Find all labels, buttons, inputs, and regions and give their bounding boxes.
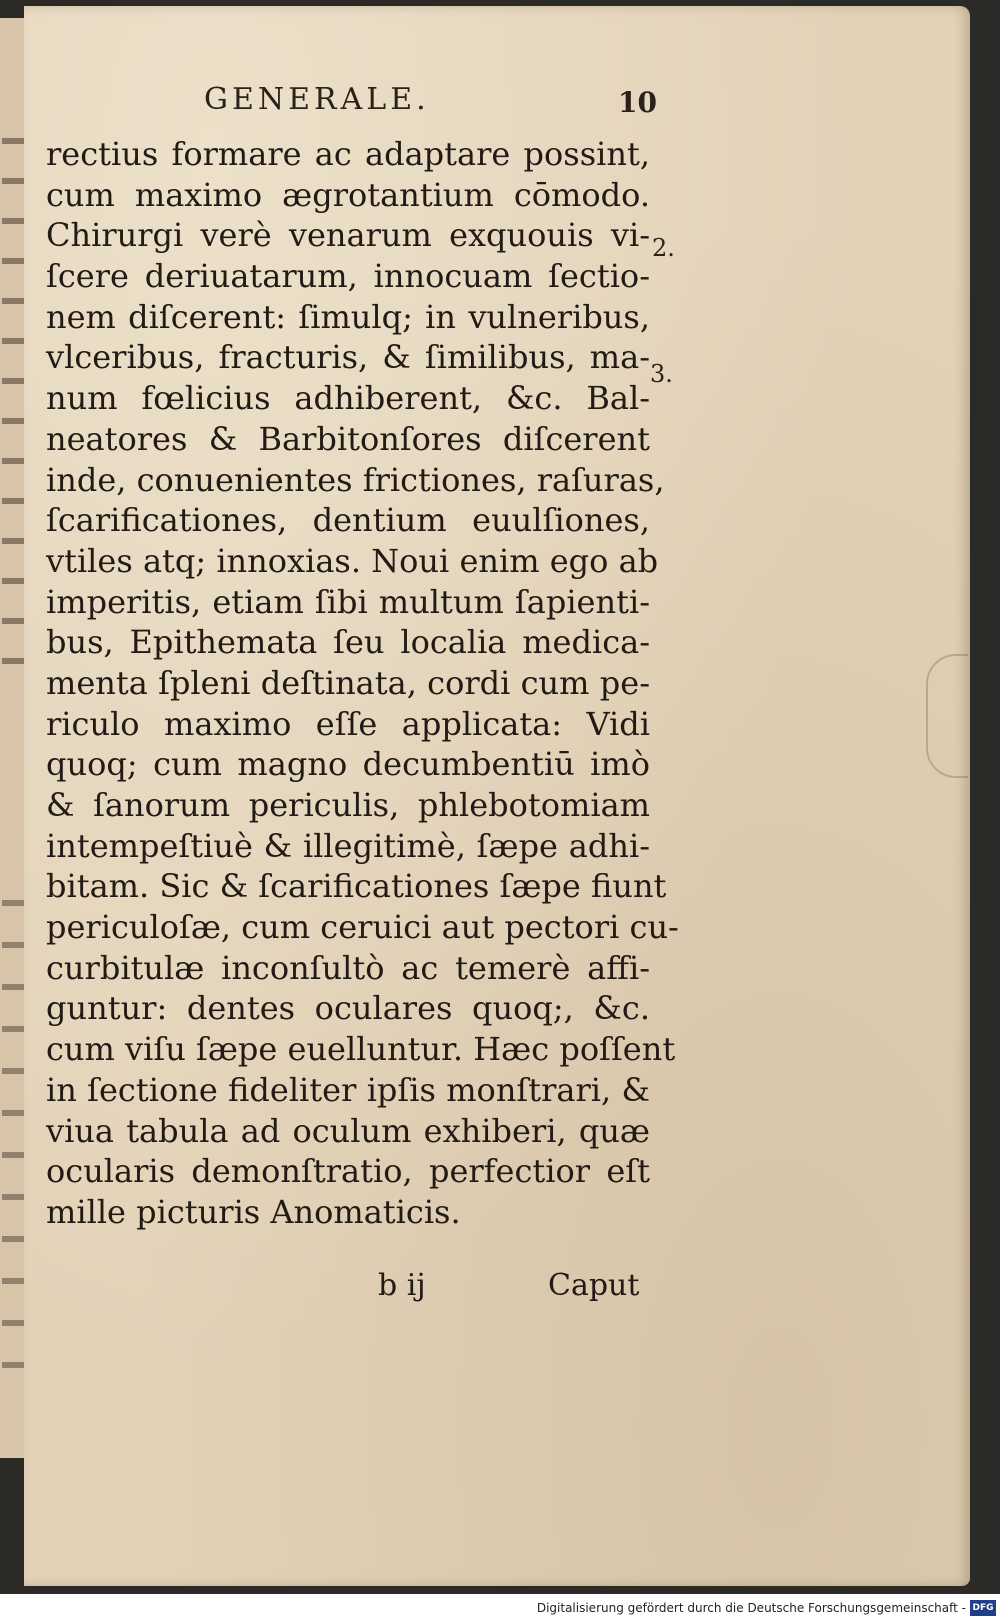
book-page [24,6,970,1586]
text-line: imperitis, etiam ſibi multum ſapienti- [46,582,650,621]
text-line: Chirurgi verè venarum exquouis vi- [46,216,650,255]
funding-notice: Digitalisierung gefördert durch die Deutsche Forschungsgemeinschaft - [536,1601,966,1615]
text-line: periculoſæ, cum ceruici aut pectori cu- [46,908,679,947]
text-line: ocularis demonſtratio, perfectior eſt [46,1152,650,1191]
text-line: neatores & Barbitonſores diſcerent [46,419,650,458]
signature-mark: b ij [378,1268,426,1303]
text-line: cum maximo ægrotantium cōmodo. [46,175,650,214]
facing-page-text-fragment [2,878,24,1378]
text-line: rectius formare ac adaptare possint, [46,135,650,173]
text-line: mille picturis Anomaticis. [46,1192,461,1231]
text-line: bitam. Sic & ſcarificationes ſæpe fiunt [46,867,667,906]
text-line: nem diſcerent: ſimulq; in vulneribus, [46,297,650,336]
margin-number: 3. [650,360,673,388]
text-line: intempeſtiuè & illegitimè, ſæpe adhi- [46,826,650,865]
text-line: guntur: dentes oculares quoq;, &c. [46,989,650,1028]
text-line: quoq; cum magno decumbentiū imò [46,745,650,784]
text-line: menta ſpleni deſtinata, cordi cum pe- [46,663,650,702]
text-line: & ſanorum periculis, phlebotomiam [46,786,650,824]
text-line: in ſectione fideliter ipſis monſtrari, & [46,1070,650,1109]
body-text [46,134,679,1233]
text-line: bus, Epithemata ſeu localia medica- [46,623,650,662]
facing-page-edge [0,18,25,1458]
text-line: inde, conuenientes frictiones, raſuras, [46,460,665,499]
dfg-logo: DFG [970,1600,996,1616]
footer-bar [0,1594,1000,1624]
text-line: curbitulæ inconſultò ac temerè affi- [46,948,650,987]
page-fold-mark [926,654,968,778]
running-head: GENERALE. [204,82,430,117]
text-line: viua tabula ad oculum exhiberi, quæ [46,1111,650,1150]
text-line: riculo maximo eſſe applicata: Vidi [46,704,650,743]
page-number: 10 [618,86,657,119]
catchword: Caput [548,1268,640,1303]
text-line: vtiles atq; innoxias. Noui enim ego ab [46,541,659,580]
text-line: vlceribus, fracturis, & ſimilibus, ma- [46,338,650,377]
text-line: cum viſu ſæpe euelluntur. Hæc poſſent [46,1030,676,1069]
facing-page-text-fragment [2,118,24,678]
margin-number: 2. [652,234,675,262]
text-line: num fœlicius adhiberent, &c. Bal- [46,379,650,418]
text-line: ſcarificationes, dentium euulſiones, [46,501,650,540]
text-line: ſcere deriuatarum, innocuam ſectio- [46,257,650,296]
